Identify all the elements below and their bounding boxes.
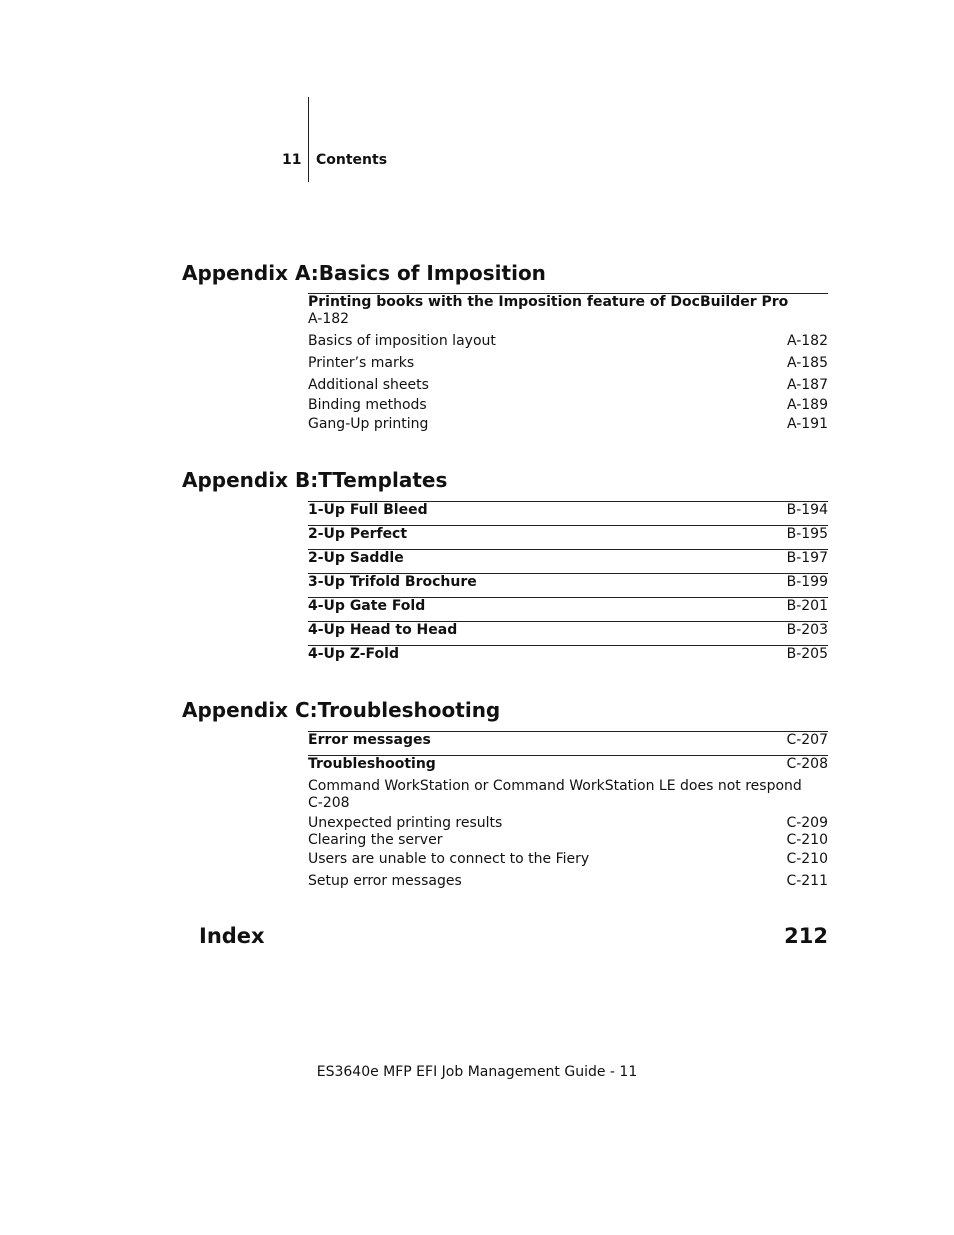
appendix-c-title: Appendix C:Troubleshooting bbox=[182, 698, 501, 722]
index-label[interactable]: Index bbox=[199, 924, 265, 948]
toc-entry-page: B-195 bbox=[786, 526, 828, 542]
toc-entry-label: Error messages bbox=[308, 732, 431, 748]
toc-entry[interactable] bbox=[308, 501, 828, 518]
toc-entry-label: 4-Up Gate Fold bbox=[308, 598, 426, 614]
toc-entry-page: C-210 bbox=[786, 832, 828, 848]
toc-entry[interactable] bbox=[308, 549, 828, 566]
toc-entry-page: B-194 bbox=[786, 502, 828, 518]
index-page: 212 bbox=[784, 924, 828, 948]
toc-entry-page: B-201 bbox=[786, 598, 828, 614]
toc-entry-label: Additional sheets bbox=[308, 377, 429, 393]
toc-entry-label: 3-Up Trifold Brochure bbox=[308, 574, 477, 590]
toc-entry-label: Users are unable to connect to the Fiery bbox=[308, 851, 590, 867]
toc-entry[interactable] bbox=[308, 731, 828, 748]
toc-entry-label: Troubleshooting bbox=[308, 756, 436, 772]
header-page-number: 11 bbox=[282, 152, 302, 168]
toc-entry-label: 2-Up Perfect bbox=[308, 526, 408, 542]
toc-entry[interactable] bbox=[308, 621, 828, 638]
toc-entry-label: Setup error messages bbox=[308, 873, 462, 889]
toc-entry-page: C-208 bbox=[786, 756, 828, 772]
toc-entry-label: Clearing the server bbox=[308, 832, 443, 848]
toc-entry[interactable] bbox=[308, 573, 828, 590]
toc-entry-label: Unexpected printing results bbox=[308, 815, 503, 831]
toc-entry[interactable] bbox=[308, 645, 828, 662]
toc-entry-label: Gang-Up printing bbox=[308, 416, 429, 432]
toc-entry-label: Binding methods bbox=[308, 397, 427, 413]
toc-entry-page: B-197 bbox=[786, 550, 828, 566]
toc-entry-page: A-187 bbox=[786, 377, 828, 393]
toc-entry[interactable] bbox=[308, 525, 828, 542]
toc-entry-page: C-209 bbox=[786, 815, 828, 831]
toc-entry[interactable] bbox=[308, 597, 828, 614]
toc-entry-label: Basics of imposition layout bbox=[308, 333, 496, 349]
toc-entry-page: B-199 bbox=[786, 574, 828, 590]
toc-entry-label: Printer’s marks bbox=[308, 355, 415, 371]
header-divider bbox=[308, 97, 309, 182]
toc-entry-page: B-203 bbox=[786, 622, 828, 638]
appendix-b-title: Appendix B:TTemplates bbox=[182, 468, 448, 492]
toc-entry[interactable] bbox=[308, 293, 828, 328]
toc-entry-label: 2-Up Saddle bbox=[308, 550, 404, 566]
header-section-title: Contents bbox=[316, 152, 388, 168]
toc-entry-page: A-182 bbox=[786, 333, 828, 349]
toc-entry[interactable] bbox=[308, 755, 828, 772]
toc-entry-label: 1-Up Full Bleed bbox=[308, 502, 428, 518]
appendix-a-title: Appendix A:Basics of Imposition bbox=[182, 261, 546, 285]
toc-entry-page: C-208 bbox=[308, 795, 350, 811]
page-footer: ES3640e MFP EFI Job Management Guide - 11 bbox=[316, 1064, 638, 1080]
toc-entry-page: C-211 bbox=[786, 873, 828, 889]
toc-entry-page: A-185 bbox=[786, 355, 828, 371]
toc-entry-page: A-182 bbox=[308, 311, 350, 327]
toc-entry[interactable] bbox=[308, 778, 828, 812]
toc-entry-page: C-210 bbox=[786, 851, 828, 867]
toc-entry-page: A-191 bbox=[786, 416, 828, 432]
toc-entry-label: Printing books with the Imposition feature of DocBuilder Pro bbox=[308, 294, 789, 310]
toc-entry-label: 4-Up Z-Fold bbox=[308, 646, 399, 662]
toc-entry-label: 4-Up Head to Head bbox=[308, 622, 458, 638]
toc-entry-page: C-207 bbox=[786, 732, 828, 748]
toc-entry-page: A-189 bbox=[786, 397, 828, 413]
toc-entry-label: Command WorkStation or Command WorkStation LE does not respond bbox=[308, 778, 802, 794]
toc-entry-page: B-205 bbox=[786, 646, 828, 662]
